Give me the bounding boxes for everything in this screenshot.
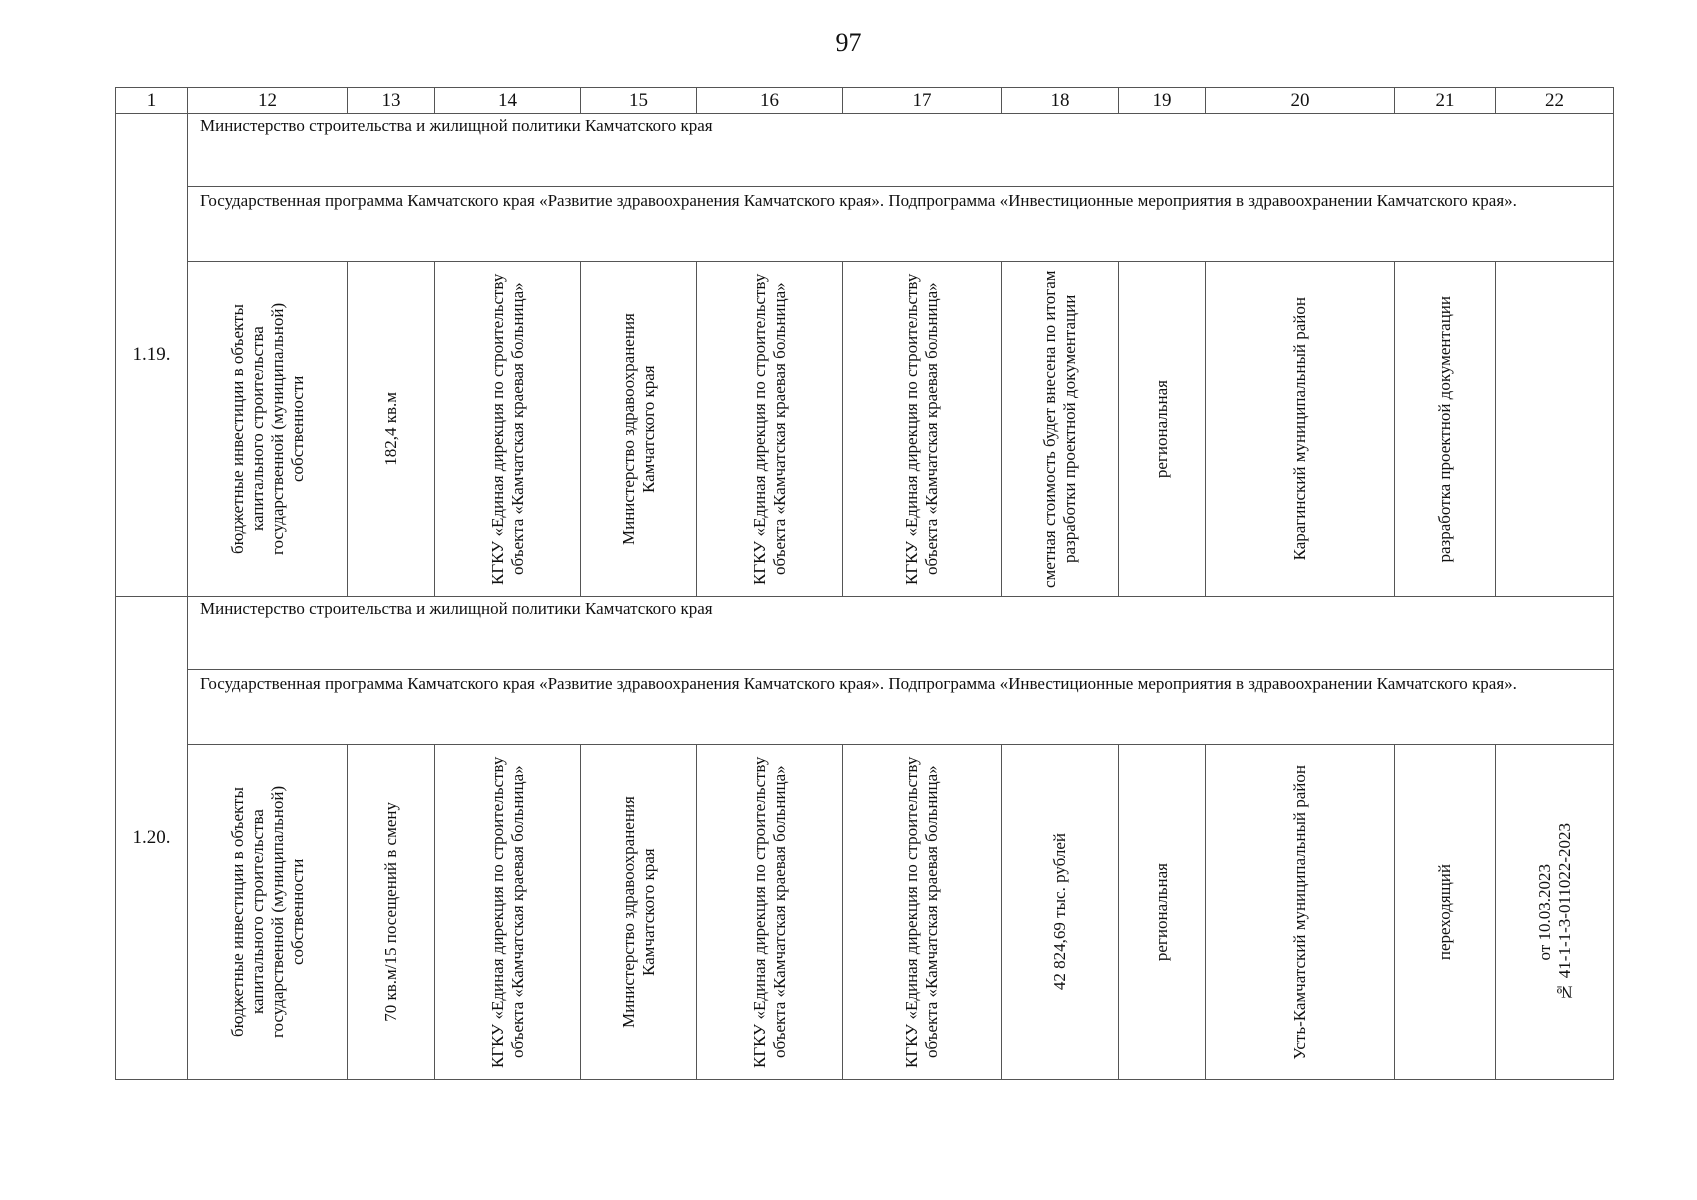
entry-number: 1.19.: [116, 114, 188, 597]
investment-type-cell: [188, 745, 348, 1080]
column-number: 15: [581, 88, 697, 114]
grbs-cell: [581, 262, 697, 597]
project-status: разработка проектной документации: [1435, 295, 1454, 563]
column-number: 12: [188, 88, 348, 114]
developer: КГКУ «Единая дирекция по строительству объекта «Камчатская краевая больница»: [487, 756, 527, 1068]
expertise-conclusion: [1535, 823, 1575, 1001]
ministry-name: Министерство строительства и жилищной политики Камчатского края: [188, 114, 1614, 187]
builder: КГКУ «Единая дирекция по строительству объекта «Камчатская краевая больница»: [902, 756, 941, 1068]
capacity-cell: [348, 745, 435, 1080]
cost-cell: [1002, 745, 1119, 1080]
builder-cell: [843, 745, 1002, 1080]
developer-cell: [435, 745, 581, 1080]
column-number: 17: [843, 88, 1002, 114]
status-cell: [1395, 745, 1496, 1080]
column-number: 18: [1002, 88, 1119, 114]
entry-organization-row: [116, 114, 1614, 187]
column-number: 21: [1395, 88, 1496, 114]
builder: КГКУ «Единая дирекция по строительству объекта «Камчатская краевая больница»: [902, 273, 941, 585]
entry-data-row: [116, 262, 1614, 597]
budget-manager: Министерство здравоохранения Камчатского края: [618, 313, 658, 545]
column-number: 1: [116, 88, 188, 114]
column-number: 14: [435, 88, 581, 114]
status-cell: [1395, 262, 1496, 597]
column-number: 22: [1496, 88, 1614, 114]
ownership-level: региональная: [1152, 379, 1171, 479]
investment-type-cell: [188, 262, 348, 597]
expertise-date: от 10.03.2023: [1534, 863, 1554, 961]
location-cell: [1206, 745, 1395, 1080]
budget-manager: Министерство здравоохранения Камчатского края: [618, 796, 658, 1028]
investment-type: бюджетные инвестиции в объекты капитального строительства государственной (муниципальной) собственности: [227, 302, 307, 556]
entry-program-row: [116, 187, 1614, 262]
estimated-cost: 42 824,69 тыс. рублей: [1050, 833, 1069, 991]
grbs-cell: [581, 745, 697, 1080]
capacity-cell: [348, 262, 435, 597]
ownership-cell: [1119, 745, 1206, 1080]
ministry-name: Министерство строительства и жилищной политики Камчатского края: [188, 597, 1614, 670]
location: Карагинский муниципальный район: [1290, 297, 1309, 561]
customer-cell: [697, 262, 843, 597]
entry-number: 1.20.: [116, 597, 188, 1080]
customer: КГКУ «Единая дирекция по строительству объекта «Камчатская краевая больница»: [749, 756, 789, 1068]
entry-organization-row: [116, 597, 1614, 670]
developer: КГКУ «Единая дирекция по строительству объекта «Камчатская краевая больница»: [487, 273, 527, 585]
program-name: Государственная программа Камчатского края «Развитие здравоохранения Камчатского края». Подпрограмма «Инвестиционные мероприятия в здравоохранении Камчатского края».: [188, 670, 1614, 745]
capacity: 70 кв.м/15 посещений в смену: [381, 802, 400, 1022]
developer-cell: [435, 262, 581, 597]
column-number: 20: [1206, 88, 1395, 114]
object-table: [115, 87, 1614, 1080]
column-number: 19: [1119, 88, 1206, 114]
column-number: 13: [348, 88, 435, 114]
estimated-cost: сметная стоимость будет внесена по итогам разработки проектной документации: [1040, 270, 1079, 588]
entry-data-row: [116, 745, 1614, 1080]
capacity: 182,4 кв.м: [381, 392, 400, 466]
ownership-cell: [1119, 262, 1206, 597]
ownership-level: региональная: [1152, 862, 1171, 962]
entry-program-row: [116, 670, 1614, 745]
investment-type: бюджетные инвестиции в объекты капитального строительства государственной (муниципальной) собственности: [227, 785, 307, 1039]
project-status: переходящий: [1435, 863, 1454, 961]
builder-cell: [843, 262, 1002, 597]
expertise-cell: [1496, 262, 1614, 597]
column-number-header-row: [116, 88, 1614, 114]
customer: КГКУ «Единая дирекция по строительству объекта «Камчатская краевая больница»: [749, 273, 789, 585]
location-cell: [1206, 262, 1395, 597]
cost-cell: [1002, 262, 1119, 597]
program-name: Государственная программа Камчатского края «Развитие здравоохранения Камчатского края». Подпрограмма «Инвестиционные мероприятия в здравоохранении Камчатского края».: [188, 187, 1614, 262]
customer-cell: [697, 745, 843, 1080]
column-number: 16: [697, 88, 843, 114]
location: Усть-Камчатский муниципальный район: [1290, 764, 1309, 1060]
expertise-number: № 41-1-1-3-011022-2023: [1554, 822, 1574, 1002]
expertise-cell: [1496, 745, 1614, 1080]
page-number: 97: [835, 28, 862, 57]
